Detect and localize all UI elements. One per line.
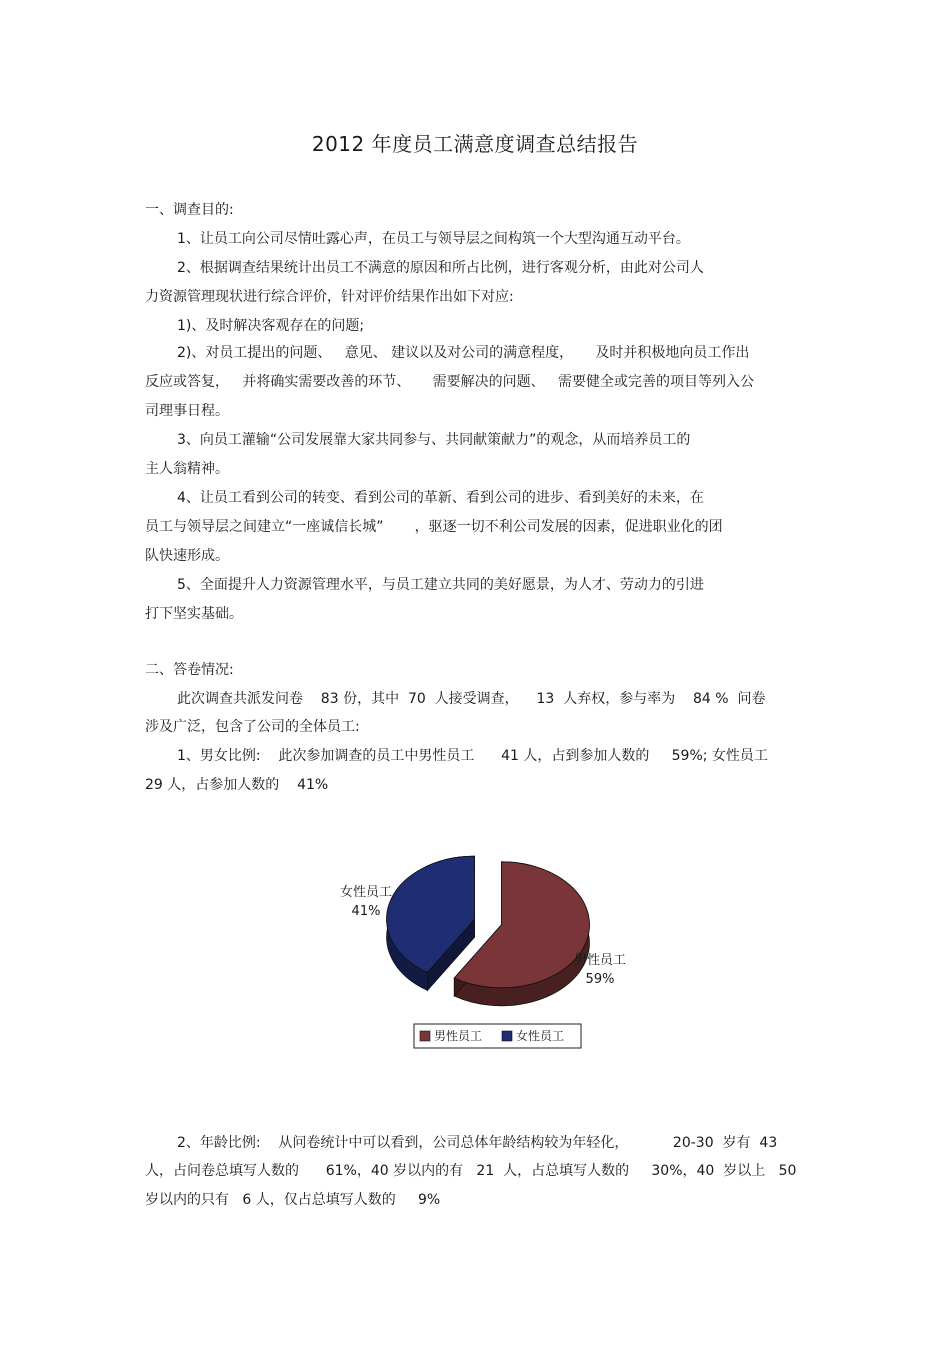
paragraph-line: 打下坚实基础。 [145,606,243,622]
legend-label: 男性员工 [434,1029,483,1043]
paragraph-line: 5、全面提升人力资源管理水平，与员工建立共同的美好愿景，为人才、劳动力的引进 [177,577,704,593]
paragraph-line: 岁以内的只有 6 人，仅占总填写人数的 9% [145,1192,441,1208]
gender-pie-chart [330,850,627,1060]
pie-label-name: 男性员工 [573,953,627,968]
legend-swatch [502,1031,512,1041]
paragraph-line: 1、男女比例: 此次参加调查的员工中男性员工 41 人，占到参加人数的 59%; 女性员工 [177,748,768,764]
legend-label: 女性员工 [516,1029,565,1043]
pie-label-value: 41% [351,904,381,919]
paragraph-line: 4、让员工看到公司的转变、看到公司的革新、看到公司的进步、看到美好的未来，在 [177,490,704,506]
paragraph-line: 29 人，占参加人数的 41% [145,777,329,793]
paragraph-line: 2、根据调查结果统计出员工不满意的原因和所占比例，进行客观分析，由此对公司人 [177,260,704,276]
paragraph-line: 人，占问卷总填写人数的 61%，40 岁以内的有 21 人，占总填写人数的 30%，40 岁以上 50 [145,1163,797,1179]
section-heading-responses: 二、答卷情况: [145,662,234,678]
pie-label-name: 女性员工 [339,885,393,900]
section-heading-purpose: 一、调查目的: [145,202,234,218]
legend-swatch [420,1031,430,1041]
paragraph-line: 2、年龄比例: 从问卷统计中可以看到，公司总体年龄结构较为年轻化， 20-30 岁有 43 [177,1135,778,1151]
paragraph-line: 司理事日程。 [145,403,229,419]
paragraph-line: 1、让员工向公司尽情吐露心声，在员工与领导层之间构筑一个大型沟通互动平台。 [177,231,690,247]
paragraph-line: 1)、及时解决客观存在的问题; [177,318,365,334]
paragraph-line: 主人翁精神。 [145,461,229,477]
paragraph-line: 3、向员工灌输“公司发展靠大家共同参与、共同献策献力”的观念，从而培养员工的 [177,432,691,448]
paragraph-line: 反应或答复， 并将确实需要改善的环节、 需要解决的问题、 需要健全或完善的项目等列入公 [145,374,754,390]
paragraph-line: 涉及广泛，包含了公司的全体员工: [145,719,360,735]
paragraph-line: 力资源管理现状进行综合评价，针对评价结果作出如下对应: [145,289,514,305]
paragraph-line: 员工与领导层之间建立“一座诚信长城” ，驱逐一切不利公司发展的因素，促进职业化的团 [145,519,723,535]
paragraph-line: 此次调查共派发问卷 83 份，其中 70 人接受调查， 13 人弃权，参与率为 84 % 问卷 [177,691,766,707]
pie-label-value: 59% [585,972,615,987]
page-title: 2012 年度员工满意度调查总结报告 [311,132,639,156]
paragraph-line: 2)、对员工提出的问题、 意见、 建议以及对公司的满意程度， 及时并积极地向员工作出 [177,345,750,361]
paragraph-line: 队快速形成。 [145,548,229,564]
